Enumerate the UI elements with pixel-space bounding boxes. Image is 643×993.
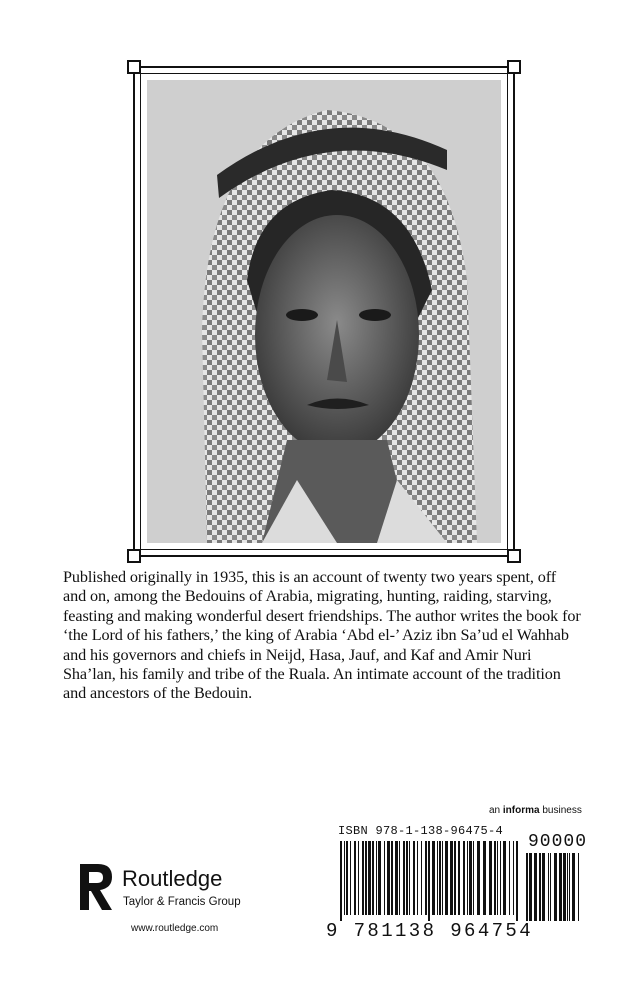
barcode-bar [483,841,486,915]
barcode-addon-bar [526,853,528,921]
barcode-bar [469,841,472,915]
barcode-bar [395,841,398,915]
barcode-addon-bar [539,853,541,921]
barcode-bar [445,841,448,915]
barcode-bar [387,841,390,915]
barcode-bar [503,841,506,915]
barcode-bar [376,841,377,915]
barcode-bar [497,841,498,915]
barcode-bar [358,841,359,915]
barcode-bar [489,841,492,915]
barcode-bar [406,841,408,915]
publisher-logo [75,862,278,922]
barcode-bar [516,841,518,921]
frame-corner-ornament [127,60,141,74]
barcode-bar [509,841,510,915]
barcode-bar [494,841,496,915]
informa-tagline [489,805,582,816]
barcode-addon-bar [548,853,549,921]
book-description: Published originally in 1935, this is an account of twenty two years spent, off and on, among the Bedouins of Arabia, migrating, hunting, raiding, starving, feasting and making wonderful desert friendships. The author writes the book for ‘the Lord of his fathers,’ the king of Arabia ‘Abd el-’ Aziz ibn Sa’ud el Wahhab and his governors and chiefs in Neijd, Hasa, Jauf, and Kaf and Amir Nuri Sha’lan, his family and tribe of the Ruala. An intimate account of the tradition and ancestors of the Bedouin. [63,568,581,703]
barcode-bar [354,841,356,915]
barcode-addon-bar [554,853,557,921]
barcode-bar [340,841,342,921]
barcode-bar [346,841,348,915]
barcode-bar [432,841,435,915]
barcode-bar [428,841,430,921]
portrait-illustration [147,80,501,543]
barcode-bar [417,841,418,915]
barcode-addon-bar [578,853,579,921]
barcode-bar [421,841,422,915]
routledge-vertical-text: ROUTLEDGE [75,871,81,909]
barcode-bar [454,841,456,915]
frame-corner-ornament [507,549,521,563]
informa-prefix: an [489,805,501,816]
barcode-bar [409,841,410,915]
isbn-barcode [322,823,588,943]
frame-corner-ornament [507,60,521,74]
barcode-bar [365,841,367,915]
barcode-bar [413,841,415,915]
barcode-bar [350,841,351,915]
barcode-bar [473,841,474,915]
cover-photo-frame [133,66,515,557]
publisher-group: Taylor & Francis Group [123,896,241,908]
barcode-bar [378,841,381,915]
informa-suffix: business [542,805,582,816]
barcode-bar [463,841,465,915]
barcode-bar [458,841,460,915]
barcode-bar [437,841,438,915]
publisher-url[interactable]: www.routledge.com [131,923,219,934]
price-code: 90000 [528,832,588,852]
barcode-bar [425,841,427,915]
barcode-bar [344,841,345,915]
barcode-bar [439,841,441,915]
barcode-addon-bar [529,853,532,921]
barcode-addon-bar [569,853,570,921]
portrait-photo [147,80,501,543]
barcode-bar [399,841,400,915]
barcode-bar [403,841,405,915]
barcode-addon-bar [563,853,566,921]
barcode-addon-bar [559,853,562,921]
barcode-addon-bar [572,853,575,921]
barcode-addon-bar [542,853,545,921]
barcode-bar [384,841,385,915]
barcode-bar [467,841,468,915]
barcode-bar [442,841,443,915]
barcode-bar [362,841,364,915]
ean-digits: 9 781138 964754 [326,920,534,942]
barcode-bar [450,841,453,915]
barcode-addon-bar [567,853,568,921]
informa-brand: informa [502,805,540,816]
barcode-addon-bar [534,853,537,921]
barcode-bar [372,841,374,915]
publisher-name: Routledge [122,866,223,891]
barcode-bar [391,841,393,915]
routledge-r-icon [75,862,114,912]
frame-corner-ornament [127,549,141,563]
barcode-bar [368,841,371,915]
barcode-bar [500,841,501,915]
barcode-addon-bar [550,853,551,921]
isbn-label: ISBN 978-1-138-96475-4 [338,824,504,838]
barcode-bar [477,841,480,915]
barcode-bar [513,841,514,915]
